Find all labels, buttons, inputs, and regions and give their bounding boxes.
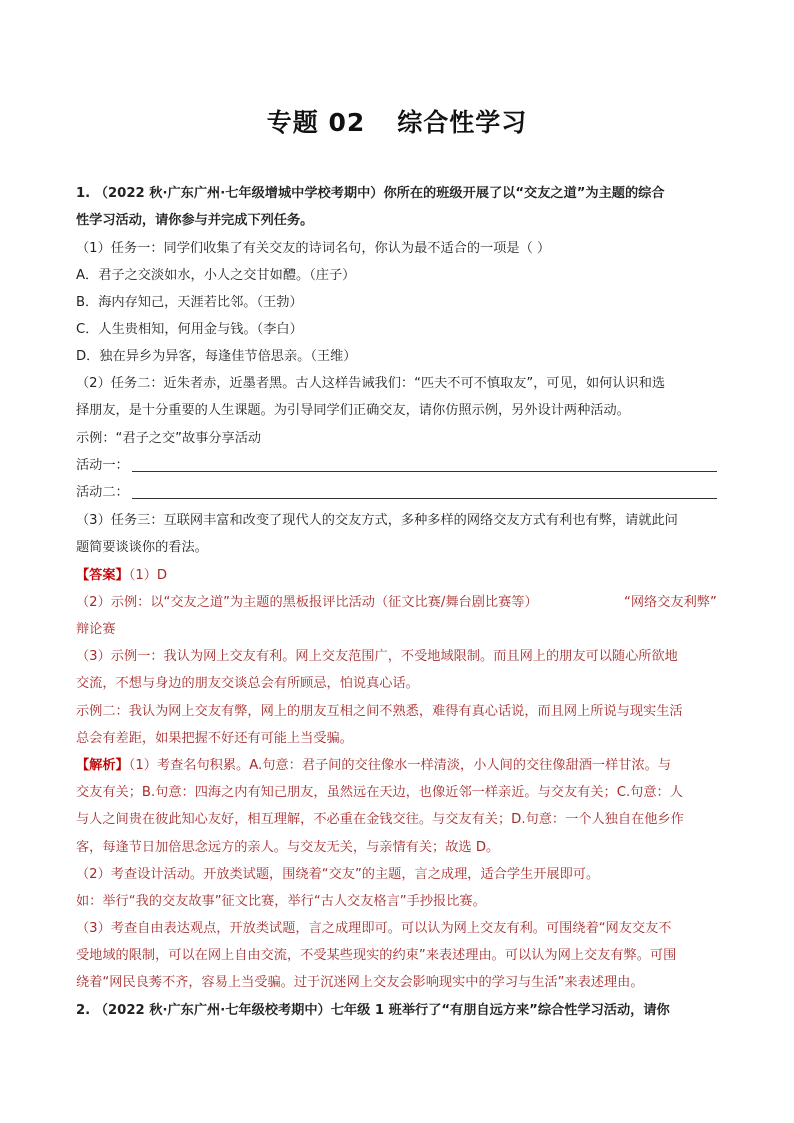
analysis-part1-line2: 交友有关；B.句意：四海之内有知己朋友，虽然远在天边，也像近邻一样亲近。与交友有关；C.句意：人	[76, 785, 683, 800]
analysis-part3-line3: 绕着“网民良莠不齐，容易上当受骗。过于沉迷网上交友会影响现实中的学习与生活”来表述理由。	[76, 975, 644, 990]
q1-option-a: A．君子之交淡如水，小人之交甘如醴。（庄子）	[76, 268, 356, 283]
q1-task2-line1: （2）任务二：近朱者赤，近墨者黑。古人这样告诫我们：“匹夫不可不慎取友”，可见，如何认识和选	[76, 376, 666, 391]
analysis-line1	[76, 757, 671, 775]
q1-option-b: B．海内存知己，天涯若比邻。（王勃）	[76, 295, 303, 310]
activity1-answer-blank[interactable]	[132, 471, 717, 472]
q1-activity1-label: 活动一：	[76, 458, 129, 473]
answer-part2-line1b: “网络交友利弊”	[624, 595, 717, 610]
analysis-part1-line3: 与人之间贵在彼此知心友好，相互理解，不必重在金钱交往。与交友有关；D.句意：一个人独自在他乡作	[76, 812, 684, 827]
activity2-answer-blank[interactable]	[132, 498, 717, 499]
q1-stem-line2: 性学习活动，请你参与并完成下列任务。	[76, 213, 314, 228]
answer-part1: （1）D	[128, 568, 168, 583]
q1-option-c: C．人生贵相知，何用金与钱。（李白）	[76, 322, 303, 337]
q1-option-d: D．独在异乡为异客，每逢佳节倍思亲。（王维）	[76, 349, 357, 364]
answer-part3-line2: 交流，不想与身边的朋友交谈总会有所顾忌，怕说真心话。	[76, 676, 419, 691]
q2-stem-line1: 2. （2022 秋·广东广州·七年级校考期中）七年级 1 班举行了“有朋自远方来”综合性学习活动，请你	[76, 1003, 670, 1018]
q1-task1: （1）任务一：同学们收集了有关交友的诗词名句，你认为最不适合的一项是（ ）	[76, 241, 551, 256]
title-topic-name: 综合性学习	[397, 108, 528, 137]
analysis-part2-line2: 如：举行“我的交友故事”征文比赛，举行“古人交友格言”手抄报比赛。	[76, 894, 486, 909]
answer-part2-line2: 辩论赛	[76, 622, 116, 637]
q1-stem-line1: 1. （2022 秋·广东广州·七年级增城中学校考期中）你所在的班级开展了以“交友之道”为主题的综合	[76, 186, 665, 201]
analysis-part3-line1: （3）考查自由表达观点，开放类试题，言之成理即可。可以认为网上交友有利。可围绕着“网友交友不	[76, 921, 672, 936]
answer-line1	[76, 567, 167, 585]
analysis-tag: 【解析】	[76, 758, 129, 773]
answer-part3-line1: （3）示例一：我认为网上交友有利。网上交友范围广，不受地域限制。而且网上的朋友可以随心所欲地	[76, 649, 678, 664]
answer-tag: 【答案】	[76, 568, 129, 583]
answer-part2-line1: （2）示例：以“交友之道”为主题的黑板报评比活动（征文比赛/舞台剧比赛等）	[76, 595, 538, 610]
page-title	[0, 103, 794, 139]
q1-activity2-label: 活动二：	[76, 485, 129, 500]
analysis-part3-line2: 受地域的限制，可以在网上自由交流，不受某些现实的约束”来表述理由。可以认为网上交友有弊。可围	[76, 948, 677, 963]
q1-task2-line2: 择朋友，是十分重要的人生课题。为引导同学们正确交友，请你仿照示例，另外设计两种活动。	[76, 403, 630, 418]
title-topic-number: 专题 02	[266, 108, 366, 137]
q1-task3-line1: （3）任务三：互联网丰富和改变了现代人的交友方式，多种多样的网络交友方式有利也有弊，请就此问	[76, 513, 678, 528]
analysis-part1-line4: 客，每逢节日加倍思念远方的亲人。与交友无关，与亲情有关；故选 D。	[76, 840, 500, 855]
answer-part3-line3: 示例二：我认为网上交友有弊，网上的朋友互相之间不熟悉，难得有真心话说，而且网上所说与现实生活	[76, 704, 683, 719]
analysis-part1-line1: （1）考查名句积累。A.句意：君子间的交往像水一样清淡，小人间的交往像甜酒一样甘浓。与	[128, 758, 672, 773]
q1-task3-line2: 题简要谈谈你的看法。	[76, 540, 208, 555]
q1-example: 示例：“君子之交”故事分享活动	[76, 431, 262, 446]
analysis-part2-line1: （2）考查设计活动。开放类试题，围绕着“交友”的主题，言之成理，适合学生开展即可。	[76, 867, 600, 882]
answer-part3-line4: 总会有差距，如果把握不好还有可能上当受骗。	[76, 731, 353, 746]
